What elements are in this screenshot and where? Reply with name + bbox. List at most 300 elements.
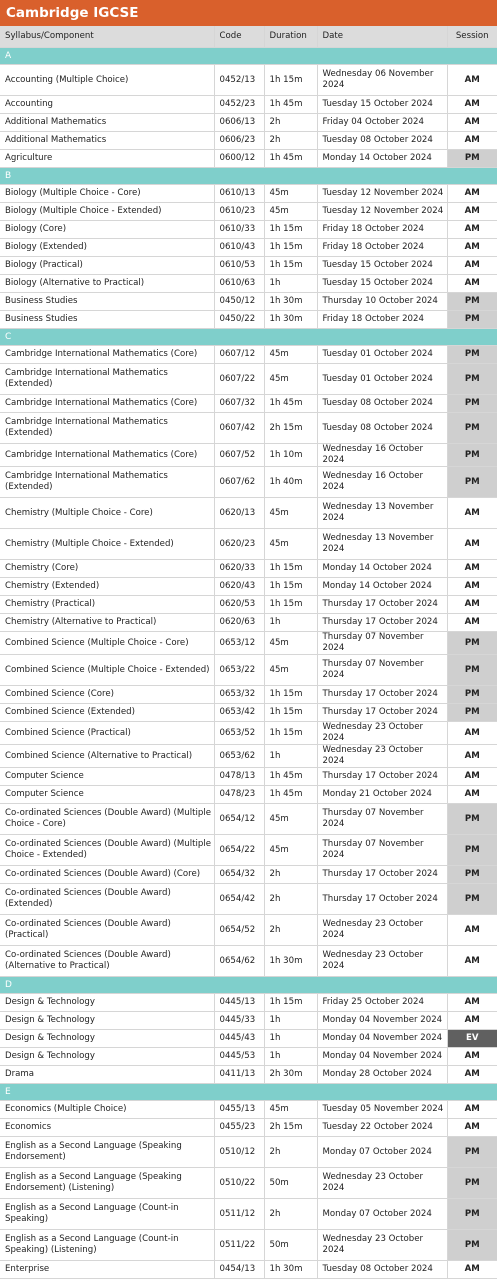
cell-syllabus: Economics (0, 1119, 214, 1137)
cell-syllabus: Computer Science (0, 768, 214, 786)
cell-syllabus: Cambridge International Mathematics (Core) (0, 395, 214, 413)
table-row (0, 1101, 497, 1119)
table-row (0, 686, 497, 704)
table-row (0, 293, 497, 311)
cell-session: AM (447, 275, 497, 293)
cell-syllabus: Design & Technology (0, 1012, 214, 1030)
cell-date: Thursday 10 October 2024 (317, 293, 447, 311)
cell-session: AM (447, 498, 497, 529)
table-row (0, 768, 497, 786)
cell-session: AM (447, 560, 497, 578)
cell-syllabus: Biology (Multiple Choice - Extended) (0, 203, 214, 221)
cell-code: 0653/52 (214, 722, 264, 745)
cell-syllabus: Combined Science (Alternative to Practical) (0, 745, 214, 768)
cell-date: Monday 21 October 2024 (317, 786, 447, 804)
cell-session: AM (447, 529, 497, 560)
cell-session: AM (447, 614, 497, 632)
cell-date: Friday 18 October 2024 (317, 221, 447, 239)
cell-duration: 1h 45m (264, 96, 317, 114)
cell-code: 0620/23 (214, 529, 264, 560)
cell-code: 0607/12 (214, 346, 264, 364)
cell-date: Wednesday 16 October 2024 (317, 467, 447, 498)
cell-date: Wednesday 13 November 2024 (317, 498, 447, 529)
table-row (0, 884, 497, 915)
cell-duration: 1h 30m (264, 293, 317, 311)
cell-duration: 1h (264, 275, 317, 293)
cell-syllabus: Biology (Alternative to Practical) (0, 275, 214, 293)
table-row (0, 1199, 497, 1230)
cell-syllabus: Additional Mathematics (0, 114, 214, 132)
cell-date: Wednesday 13 November 2024 (317, 529, 447, 560)
cell-duration: 1h 45m (264, 150, 317, 168)
cell-duration: 2h (264, 1199, 317, 1230)
cell-code: 0654/12 (214, 804, 264, 835)
cell-session: PM (447, 293, 497, 311)
cell-duration: 1h (264, 745, 317, 768)
cell-code: 0600/12 (214, 150, 264, 168)
cell-session: AM (447, 65, 497, 96)
cell-session: PM (447, 1137, 497, 1168)
cell-date: Tuesday 22 October 2024 (317, 1119, 447, 1137)
cell-syllabus: Cambridge International Mathematics (Core) (0, 346, 214, 364)
table-row (0, 915, 497, 946)
cell-syllabus: Chemistry (Multiple Choice - Extended) (0, 529, 214, 560)
cell-duration: 45m (264, 185, 317, 203)
table-row (0, 65, 497, 96)
cell-session: PM (447, 804, 497, 835)
cell-code: 0445/53 (214, 1048, 264, 1066)
cell-syllabus: Design & Technology (0, 1030, 214, 1048)
cell-syllabus: Biology (Practical) (0, 257, 214, 275)
cell-code: 0610/33 (214, 221, 264, 239)
cell-session: PM (447, 311, 497, 329)
table-row (0, 786, 497, 804)
cell-syllabus: Cambridge International Mathematics (Extended) (0, 467, 214, 498)
table-row (0, 946, 497, 977)
cell-date: Monday 14 October 2024 (317, 150, 447, 168)
cell-duration: 1h 15m (264, 704, 317, 722)
cell-code: 0654/22 (214, 835, 264, 866)
cell-date: Monday 28 October 2024 (317, 1066, 447, 1084)
cell-syllabus: English as a Second Language (Speaking Endorsement) (Listening) (0, 1168, 214, 1199)
cell-date: Tuesday 15 October 2024 (317, 96, 447, 114)
cell-session: AM (447, 1119, 497, 1137)
cell-code: 0610/13 (214, 185, 264, 203)
cell-code: 0452/23 (214, 96, 264, 114)
cell-date: Tuesday 01 October 2024 (317, 346, 447, 364)
cell-code: 0654/52 (214, 915, 264, 946)
header-date: Date (317, 26, 447, 48)
cell-session: PM (447, 346, 497, 364)
cell-date: Monday 04 November 2024 (317, 1048, 447, 1066)
cell-duration: 2h 15m (264, 1119, 317, 1137)
cell-code: 0620/53 (214, 596, 264, 614)
cell-syllabus: Business Studies (0, 311, 214, 329)
cell-syllabus: Design & Technology (0, 994, 214, 1012)
cell-date: Friday 18 October 2024 (317, 239, 447, 257)
table-row (0, 1048, 497, 1066)
cell-code: 0620/43 (214, 578, 264, 596)
cell-date: Wednesday 23 October 2024 (317, 915, 447, 946)
cell-session: PM (447, 1230, 497, 1261)
table-row (0, 1030, 497, 1048)
cell-syllabus: Co-ordinated Sciences (Double Award) (Practical) (0, 915, 214, 946)
cell-code: 0620/33 (214, 560, 264, 578)
cell-code: 0445/33 (214, 1012, 264, 1030)
cell-duration: 1h 10m (264, 444, 317, 467)
table-row (0, 745, 497, 768)
cell-session: AM (447, 768, 497, 786)
cell-session: AM (447, 946, 497, 977)
cell-syllabus: Combined Science (Core) (0, 686, 214, 704)
cell-syllabus: English as a Second Language (Count-in Speaking) (Listening) (0, 1230, 214, 1261)
cell-syllabus: Chemistry (Alternative to Practical) (0, 614, 214, 632)
cell-date: Thursday 17 October 2024 (317, 596, 447, 614)
cell-syllabus: Co-ordinated Sciences (Double Award) (Extended) (0, 884, 214, 915)
cell-session: AM (447, 132, 497, 150)
cell-session: PM (447, 835, 497, 866)
cell-code: 0610/43 (214, 239, 264, 257)
cell-session: AM (447, 722, 497, 745)
cell-duration: 45m (264, 1101, 317, 1119)
section-letter: D (0, 977, 497, 994)
cell-session: AM (447, 578, 497, 596)
cell-syllabus: Combined Science (Multiple Choice - Core) (0, 632, 214, 655)
cell-code: 0606/13 (214, 114, 264, 132)
cell-session: PM (447, 686, 497, 704)
cell-code: 0455/23 (214, 1119, 264, 1137)
cell-date: Thursday 07 November 2024 (317, 804, 447, 835)
section-header (0, 168, 497, 185)
cell-code: 0607/32 (214, 395, 264, 413)
table-row (0, 655, 497, 686)
cell-session: AM (447, 786, 497, 804)
cell-session: AM (447, 596, 497, 614)
cell-code: 0478/13 (214, 768, 264, 786)
cell-code: 0510/12 (214, 1137, 264, 1168)
cell-date: Tuesday 15 October 2024 (317, 275, 447, 293)
cell-syllabus: Additional Mathematics (0, 132, 214, 150)
cell-duration: 1h 15m (264, 65, 317, 96)
cell-duration: 45m (264, 655, 317, 686)
table-row (0, 150, 497, 168)
cell-duration: 2h (264, 114, 317, 132)
cell-session: PM (447, 364, 497, 395)
cell-date: Wednesday 23 October 2024 (317, 1230, 447, 1261)
cell-syllabus: Chemistry (Extended) (0, 578, 214, 596)
table-row (0, 444, 497, 467)
cell-session: AM (447, 1101, 497, 1119)
cell-syllabus: Agriculture (0, 150, 214, 168)
cell-duration: 1h 30m (264, 1261, 317, 1279)
cell-session: PM (447, 884, 497, 915)
table-row (0, 114, 497, 132)
table-row (0, 132, 497, 150)
header-code: Code (214, 26, 264, 48)
table-row (0, 498, 497, 529)
cell-code: 0510/22 (214, 1168, 264, 1199)
cell-duration: 1h 15m (264, 221, 317, 239)
cell-date: Monday 14 October 2024 (317, 560, 447, 578)
table-row (0, 560, 497, 578)
cell-duration: 1h 15m (264, 578, 317, 596)
cell-syllabus: Cambridge International Mathematics (Core) (0, 444, 214, 467)
table-row (0, 203, 497, 221)
table-row (0, 804, 497, 835)
cell-code: 0653/32 (214, 686, 264, 704)
cell-date: Wednesday 23 October 2024 (317, 946, 447, 977)
cell-session: AM (447, 994, 497, 1012)
cell-syllabus: Co-ordinated Sciences (Double Award) (Core) (0, 866, 214, 884)
cell-syllabus: Biology (Extended) (0, 239, 214, 257)
table-body (0, 48, 497, 1279)
section-letter: C (0, 329, 497, 346)
cell-session: PM (447, 444, 497, 467)
cell-code: 0653/12 (214, 632, 264, 655)
table-row (0, 239, 497, 257)
table-row (0, 1119, 497, 1137)
cell-duration: 2h 15m (264, 413, 317, 444)
cell-duration: 1h (264, 1012, 317, 1030)
cell-date: Wednesday 06 November 2024 (317, 65, 447, 96)
cell-date: Thursday 17 October 2024 (317, 884, 447, 915)
cell-date: Thursday 17 October 2024 (317, 866, 447, 884)
cell-code: 0445/13 (214, 994, 264, 1012)
cell-date: Tuesday 08 October 2024 (317, 395, 447, 413)
cell-code: 0450/22 (214, 311, 264, 329)
cell-duration: 45m (264, 529, 317, 560)
cell-session: PM (447, 413, 497, 444)
cell-code: 0445/43 (214, 1030, 264, 1048)
section-header (0, 1084, 497, 1101)
cell-date: Thursday 17 October 2024 (317, 614, 447, 632)
cell-syllabus: Chemistry (Practical) (0, 596, 214, 614)
cell-date: Thursday 07 November 2024 (317, 632, 447, 655)
cell-session: AM (447, 185, 497, 203)
cell-syllabus: Biology (Core) (0, 221, 214, 239)
table-row (0, 221, 497, 239)
table-row (0, 578, 497, 596)
section-header (0, 977, 497, 994)
cell-syllabus: Co-ordinated Sciences (Double Award) (Alternative to Practical) (0, 946, 214, 977)
table-row (0, 311, 497, 329)
cell-duration: 1h (264, 614, 317, 632)
table-row (0, 704, 497, 722)
cell-session: PM (447, 632, 497, 655)
cell-session: AM (447, 915, 497, 946)
cell-session: PM (447, 655, 497, 686)
table-row (0, 413, 497, 444)
cell-session: PM (447, 467, 497, 498)
cell-syllabus: English as a Second Language (Count-in Speaking) (0, 1199, 214, 1230)
exam-timetable (0, 26, 497, 1279)
header-session: Session (447, 26, 497, 48)
table-row (0, 835, 497, 866)
cell-date: Thursday 17 October 2024 (317, 768, 447, 786)
cell-code: 0455/13 (214, 1101, 264, 1119)
cell-session: AM (447, 239, 497, 257)
cell-date: Monday 07 October 2024 (317, 1137, 447, 1168)
cell-date: Tuesday 05 November 2024 (317, 1101, 447, 1119)
cell-syllabus: Co-ordinated Sciences (Double Award) (Multiple Choice - Extended) (0, 835, 214, 866)
header-duration: Duration (264, 26, 317, 48)
cell-session: AM (447, 745, 497, 768)
table-row (0, 364, 497, 395)
table-row (0, 596, 497, 614)
cell-syllabus: Accounting (Multiple Choice) (0, 65, 214, 96)
table-row (0, 1261, 497, 1279)
cell-session: AM (447, 1066, 497, 1084)
page-title: Cambridge IGCSE (0, 0, 497, 26)
cell-session: AM (447, 96, 497, 114)
cell-duration: 1h 15m (264, 560, 317, 578)
cell-code: 0452/13 (214, 65, 264, 96)
cell-syllabus: Drama (0, 1066, 214, 1084)
cell-code: 0606/23 (214, 132, 264, 150)
cell-date: Thursday 07 November 2024 (317, 655, 447, 686)
cell-duration: 1h 15m (264, 239, 317, 257)
cell-date: Wednesday 16 October 2024 (317, 444, 447, 467)
cell-session: PM (447, 1199, 497, 1230)
cell-syllabus: Biology (Multiple Choice - Core) (0, 185, 214, 203)
cell-code: 0607/22 (214, 364, 264, 395)
cell-syllabus: Business Studies (0, 293, 214, 311)
cell-session: AM (447, 257, 497, 275)
cell-code: 0411/13 (214, 1066, 264, 1084)
table-row (0, 346, 497, 364)
cell-syllabus: Combined Science (Practical) (0, 722, 214, 745)
cell-date: Monday 07 October 2024 (317, 1199, 447, 1230)
section-letter: B (0, 168, 497, 185)
cell-session: AM (447, 1261, 497, 1279)
cell-code: 0653/42 (214, 704, 264, 722)
cell-syllabus: Chemistry (Core) (0, 560, 214, 578)
cell-duration: 45m (264, 346, 317, 364)
cell-session: AM (447, 114, 497, 132)
cell-date: Tuesday 12 November 2024 (317, 185, 447, 203)
cell-session: AM (447, 1012, 497, 1030)
section-header (0, 329, 497, 346)
cell-date: Tuesday 15 October 2024 (317, 257, 447, 275)
section-header (0, 48, 497, 65)
cell-date: Wednesday 23 October 2024 (317, 745, 447, 768)
cell-duration: 45m (264, 804, 317, 835)
cell-duration: 1h 15m (264, 994, 317, 1012)
cell-date: Monday 04 November 2024 (317, 1012, 447, 1030)
cell-duration: 50m (264, 1168, 317, 1199)
cell-duration: 1h (264, 1048, 317, 1066)
table-row (0, 1168, 497, 1199)
cell-syllabus: Combined Science (Extended) (0, 704, 214, 722)
cell-duration: 45m (264, 203, 317, 221)
table-row (0, 614, 497, 632)
cell-duration: 1h 45m (264, 395, 317, 413)
cell-code: 0653/62 (214, 745, 264, 768)
table-row (0, 395, 497, 413)
table-row (0, 467, 497, 498)
cell-code: 0653/22 (214, 655, 264, 686)
cell-date: Tuesday 08 October 2024 (317, 413, 447, 444)
cell-syllabus: Computer Science (0, 786, 214, 804)
cell-duration: 1h 40m (264, 467, 317, 498)
cell-date: Wednesday 23 October 2024 (317, 722, 447, 745)
cell-code: 0607/42 (214, 413, 264, 444)
table-row (0, 1230, 497, 1261)
cell-duration: 2h 30m (264, 1066, 317, 1084)
cell-code: 0478/23 (214, 786, 264, 804)
cell-duration: 45m (264, 835, 317, 866)
cell-syllabus: Chemistry (Multiple Choice - Core) (0, 498, 214, 529)
cell-code: 0454/13 (214, 1261, 264, 1279)
cell-duration: 2h (264, 1137, 317, 1168)
table-row (0, 96, 497, 114)
cell-duration: 1h 15m (264, 686, 317, 704)
cell-date: Friday 18 October 2024 (317, 311, 447, 329)
cell-date: Tuesday 08 October 2024 (317, 1261, 447, 1279)
cell-code: 0654/62 (214, 946, 264, 977)
cell-duration: 50m (264, 1230, 317, 1261)
cell-duration: 2h (264, 866, 317, 884)
table-row (0, 257, 497, 275)
cell-duration: 1h 45m (264, 786, 317, 804)
cell-code: 0610/53 (214, 257, 264, 275)
table-row (0, 994, 497, 1012)
cell-duration: 1h 15m (264, 596, 317, 614)
cell-code: 0620/13 (214, 498, 264, 529)
cell-date: Monday 14 October 2024 (317, 578, 447, 596)
cell-code: 0654/32 (214, 866, 264, 884)
cell-code: 0610/23 (214, 203, 264, 221)
cell-duration: 1h (264, 1030, 317, 1048)
cell-code: 0511/12 (214, 1199, 264, 1230)
table-row (0, 185, 497, 203)
header-syllabus: Syllabus/Component (0, 26, 214, 48)
cell-date: Wednesday 23 October 2024 (317, 1168, 447, 1199)
cell-syllabus: Cambridge International Mathematics (Extended) (0, 364, 214, 395)
cell-session: AM (447, 203, 497, 221)
table-row (0, 275, 497, 293)
cell-syllabus: Design & Technology (0, 1048, 214, 1066)
cell-session: PM (447, 866, 497, 884)
table-row (0, 1012, 497, 1030)
cell-code: 0610/63 (214, 275, 264, 293)
cell-date: Thursday 07 November 2024 (317, 835, 447, 866)
cell-duration: 45m (264, 364, 317, 395)
cell-code: 0620/63 (214, 614, 264, 632)
cell-syllabus: English as a Second Language (Speaking Endorsement) (0, 1137, 214, 1168)
cell-session: PM (447, 1168, 497, 1199)
cell-duration: 1h 45m (264, 768, 317, 786)
cell-syllabus: Accounting (0, 96, 214, 114)
cell-session: EV (447, 1030, 497, 1048)
table-row (0, 632, 497, 655)
cell-session: AM (447, 221, 497, 239)
cell-duration: 2h (264, 884, 317, 915)
section-letter: E (0, 1084, 497, 1101)
header-row (0, 26, 497, 48)
cell-code: 0654/42 (214, 884, 264, 915)
cell-syllabus: Combined Science (Multiple Choice - Extended) (0, 655, 214, 686)
cell-date: Thursday 17 October 2024 (317, 686, 447, 704)
cell-duration: 2h (264, 132, 317, 150)
cell-date: Tuesday 12 November 2024 (317, 203, 447, 221)
cell-code: 0511/22 (214, 1230, 264, 1261)
cell-duration: 45m (264, 498, 317, 529)
cell-code: 0607/52 (214, 444, 264, 467)
cell-date: Tuesday 01 October 2024 (317, 364, 447, 395)
cell-duration: 1h 30m (264, 311, 317, 329)
cell-duration: 1h 30m (264, 946, 317, 977)
